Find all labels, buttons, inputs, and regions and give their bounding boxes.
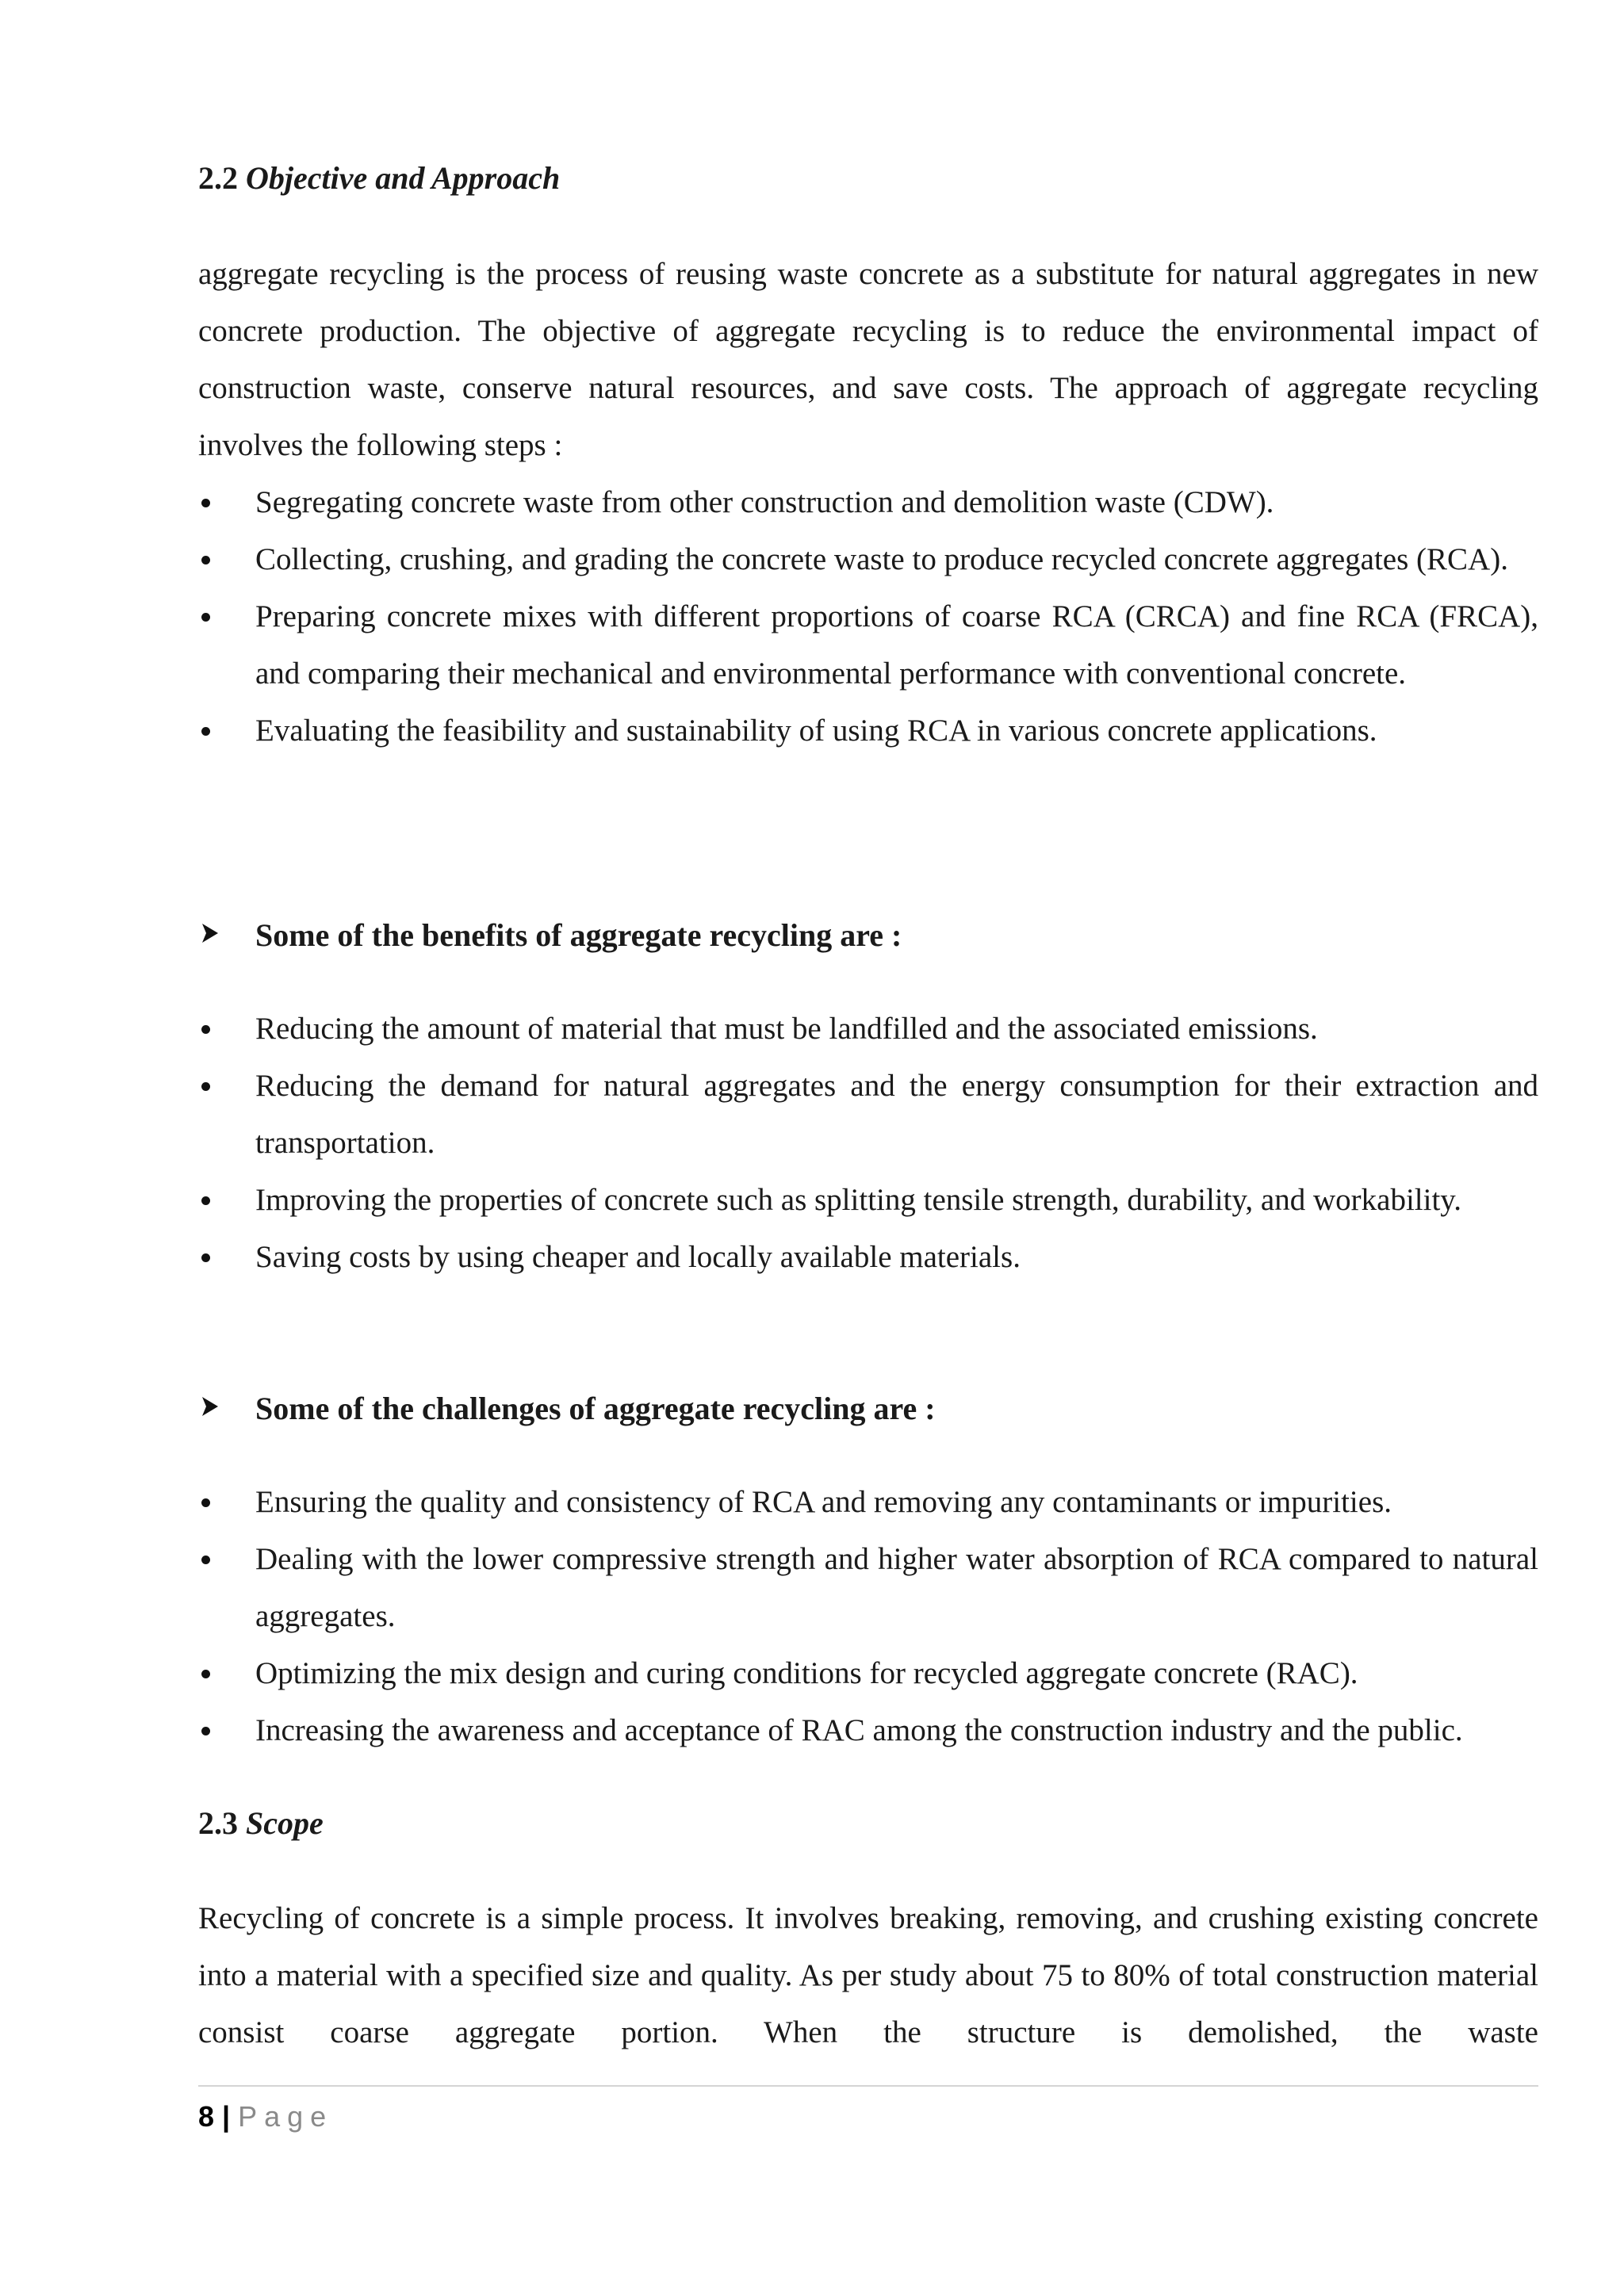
benefits-heading-text: Some of the benefits of aggregate recycling are : bbox=[255, 917, 902, 953]
list-item-text: Ensuring the quality and consistency of RCA and removing any contaminants or impurities. bbox=[255, 1485, 1392, 1519]
bullet-icon bbox=[201, 727, 210, 736]
arrowhead-icon bbox=[201, 923, 219, 943]
list-item bbox=[198, 474, 1538, 531]
page-footer bbox=[198, 2100, 334, 2133]
list-item-text: Optimizing the mix design and curing conditions for recycled aggregate concrete (RAC). bbox=[255, 1656, 1358, 1690]
list-item bbox=[198, 1474, 1538, 1531]
challenges-body bbox=[198, 1474, 1538, 1759]
section-number: 2.3 bbox=[198, 1805, 238, 1841]
list-item bbox=[198, 588, 1538, 702]
list-item-text: Reducing the demand for natural aggregates and the energy consumption for their extraction and transportation. bbox=[255, 1069, 1538, 1160]
list-item-text: Improving the properties of concrete such as splitting tensile strength, durability, and workability. bbox=[255, 1183, 1461, 1217]
challenges-heading-text: Some of the challenges of aggregate recycling are : bbox=[255, 1391, 936, 1426]
benefits-heading bbox=[198, 917, 902, 953]
list-item bbox=[198, 1645, 1538, 1702]
challenges-list bbox=[198, 1474, 1538, 1759]
benefits-list bbox=[198, 1001, 1538, 1286]
objective-intro-paragraph: aggregate recycling is the process of reusing waste concrete as a substitute for natural aggregates in new concrete production. The objective of aggregate recycling is to reduce the environmental impact of construction waste, conserve natural resources, and save costs. The approach of aggregate recycling involves the following steps : bbox=[198, 257, 1538, 462]
section-heading-2-2 bbox=[198, 160, 561, 196]
list-item bbox=[198, 1058, 1538, 1172]
list-item-text: Preparing concrete mixes with different proportions of coarse RCA (CRCA) and fine RCA (FRCA), and comparing their mechanical and environmental performance with conventional concrete. bbox=[255, 599, 1538, 691]
section-heading-2-3 bbox=[198, 1805, 324, 1841]
list-item bbox=[198, 1531, 1538, 1645]
footer-divider bbox=[198, 2085, 1538, 2087]
objective-body bbox=[198, 246, 1538, 760]
list-item-text: Segregating concrete waste from other construction and demolition waste (CDW). bbox=[255, 485, 1274, 519]
list-item bbox=[198, 702, 1538, 760]
list-item-text: Increasing the awareness and acceptance of RAC among the construction industry and the public. bbox=[255, 1713, 1463, 1747]
bullet-icon bbox=[201, 1196, 210, 1205]
scope-body bbox=[198, 1890, 1538, 2061]
section-title: Scope bbox=[246, 1805, 324, 1841]
bullet-icon bbox=[201, 499, 210, 507]
list-item-text: Dealing with the lower compressive strength and higher water absorption of RCA compared to natural aggregates. bbox=[255, 1542, 1538, 1633]
section-number: 2.2 bbox=[198, 160, 238, 196]
bullet-icon bbox=[201, 1498, 210, 1507]
approach-steps-list bbox=[198, 474, 1538, 760]
list-item-text: Collecting, crushing, and grading the concrete waste to produce recycled concrete aggregates (RCA). bbox=[255, 542, 1508, 576]
bullet-icon bbox=[201, 1727, 210, 1735]
list-item bbox=[198, 1229, 1538, 1286]
challenges-heading bbox=[198, 1393, 936, 1425]
list-item bbox=[198, 1702, 1538, 1759]
scope-paragraph: Recycling of concrete is a simple process. It involves breaking, removing, and crushing existing concrete into a material with a specified size and quality. As per study about 75 to 80% of total construction material consist coarse aggregate portion. When the structure is demolished, the waste bbox=[198, 1901, 1538, 2049]
list-item-text: Saving costs by using cheaper and locally available materials. bbox=[255, 1240, 1021, 1274]
footer-separator: | bbox=[222, 2100, 231, 2133]
list-item-text: Reducing the amount of material that must be landfilled and the associated emissions. bbox=[255, 1012, 1318, 1046]
list-item bbox=[198, 1172, 1538, 1229]
list-item-text: Evaluating the feasibility and sustainability of using RCA in various concrete applications. bbox=[255, 714, 1377, 748]
bullet-icon bbox=[201, 556, 210, 564]
bullet-icon bbox=[201, 613, 210, 622]
bullet-icon bbox=[201, 1556, 210, 1564]
bullet-icon bbox=[201, 1253, 210, 1262]
list-item bbox=[198, 1001, 1538, 1058]
bullet-icon bbox=[201, 1670, 210, 1678]
section-title: Objective and Approach bbox=[246, 160, 561, 196]
bullet-icon bbox=[201, 1025, 210, 1034]
page-number: 8 bbox=[198, 2100, 215, 2133]
arrowhead-icon bbox=[201, 1396, 219, 1417]
page-label: Page bbox=[238, 2100, 334, 2133]
bullet-icon bbox=[201, 1082, 210, 1091]
benefits-body bbox=[198, 1001, 1538, 1286]
list-item bbox=[198, 531, 1538, 588]
